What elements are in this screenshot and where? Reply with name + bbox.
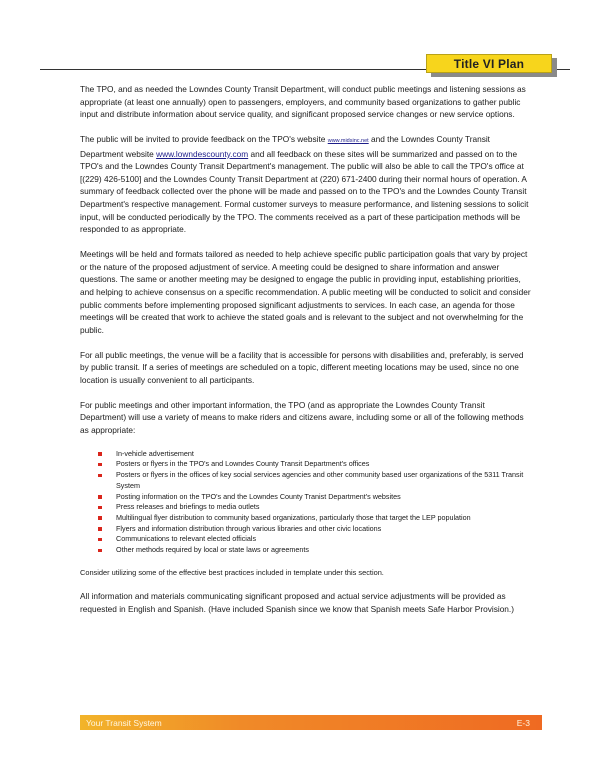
paragraph-4: For all public meetings, the venue will be a facility that is accessible for persons with disabilities and, preferably, is served by public transit. If a series of meetings are scheduled on a topic, different meeting locations may be used, since no one location is usually convenient to all participants. [80,349,524,385]
paragraph-2-text-c: and all feedback on these sites will be summarized and passed on to the TPO's and the Lowndes County Transit Department's management. The public will also be able to call the TPO's office at [(229) 426-5100] and the Lowndes County Transit Department at (220) 671-2400 during their normal hours of operation. A summary of feedback collected over the phone will be made and passed on to the TPO's and the Lowndes County Transit Department's respective management. Formal customer surveys to measure performance, and listening sessions to solicit input, will be conducted periodically by the TPO. The comments received as a part of these participation methods will be responded to as appropriate. [80,148,529,235]
list-item: Press releases and briefings to media outlets [116,502,532,513]
body-content [80,83,532,628]
paragraph-1: The TPO, and as needed the Lowndes County Transit Department, will conduct public meetings and listening sessions as appropriate (at least one annually) open to passengers, employers, and community based organizations to gather public input and distribute information about service quality, and significant proposed service changes or new service options. [80,84,526,120]
paragraph-2 [80,133,532,236]
list-item: Multilingual flyer distribution to community based organizations, particularly those that target the LEP population [116,513,532,524]
list-item: Posters or flyers in the TPO's and Lowndes County Transit Department's offices [116,459,532,470]
page-number: E-3 [516,717,530,728]
title-tab [426,54,552,73]
list-item: Communications to relevant elected officials [116,534,532,545]
list-item: Posting information on the TPO's and the Lowndes County Tranist Department's websites [116,492,532,503]
methods-list [80,449,532,556]
paragraph-2-text-b: and the Lowndes County Transit Department website [80,134,490,159]
county-website-link[interactable]: www.lowndescounty.com [156,148,249,159]
list-item: In-vehicle advertisement [116,449,532,460]
list-item: Flyers and information distribution through various libraries and other civic locations [116,524,532,535]
paragraph-3: Meetings will be held and formats tailored as needed to help achieve specific public participation goals that vary by project or the nature of the proposed adjustment of service. A meeting could be designed to share information and answer questions. The same or another meeting may be designed to engage the public in providing input, establishing priorities, and helping to achieve consensus on a specific recommendation. A public meeting will be conducted to solicit and consider public comments before implementing proposed significant adjustments to services. In each case, an agenda for those meetings will be created that work to achieve the stated goals and is relevant to the subject and not overwhelming for the public. [80,249,531,335]
list-item: Other methods required by local or state laws or agreements [116,545,532,556]
footer-label: Your Transit System [86,717,162,728]
footer-bar [80,715,542,730]
paragraph-5: For public meetings and other important information, the TPO (and as appropriate the Lowndes County Transit Department) will use a variety of means to make riders and citizens aware, including some or all of the following methods as appropriate: [80,399,524,435]
paragraph-2-text-a: The public will be invited to provide feedback on the TPO's website [80,134,328,145]
paragraph-6: All information and materials communicating significant proposed and actual service adjustments will be provided as requested in English and Spanish. (Have included Spanish since we know that Spanish meets Safe Harbor Provision.) [80,591,514,614]
tpo-website-link[interactable]: www.midsinc.net [327,138,369,145]
page-title: Title VI Plan [453,56,525,71]
list-item: Posters or flyers in the offices of key social services agencies and other community based user organizations of the 5311 Transit System [116,470,532,491]
template-note: Consider utilizing some of the effective best practices included in template under this section. [80,567,384,577]
